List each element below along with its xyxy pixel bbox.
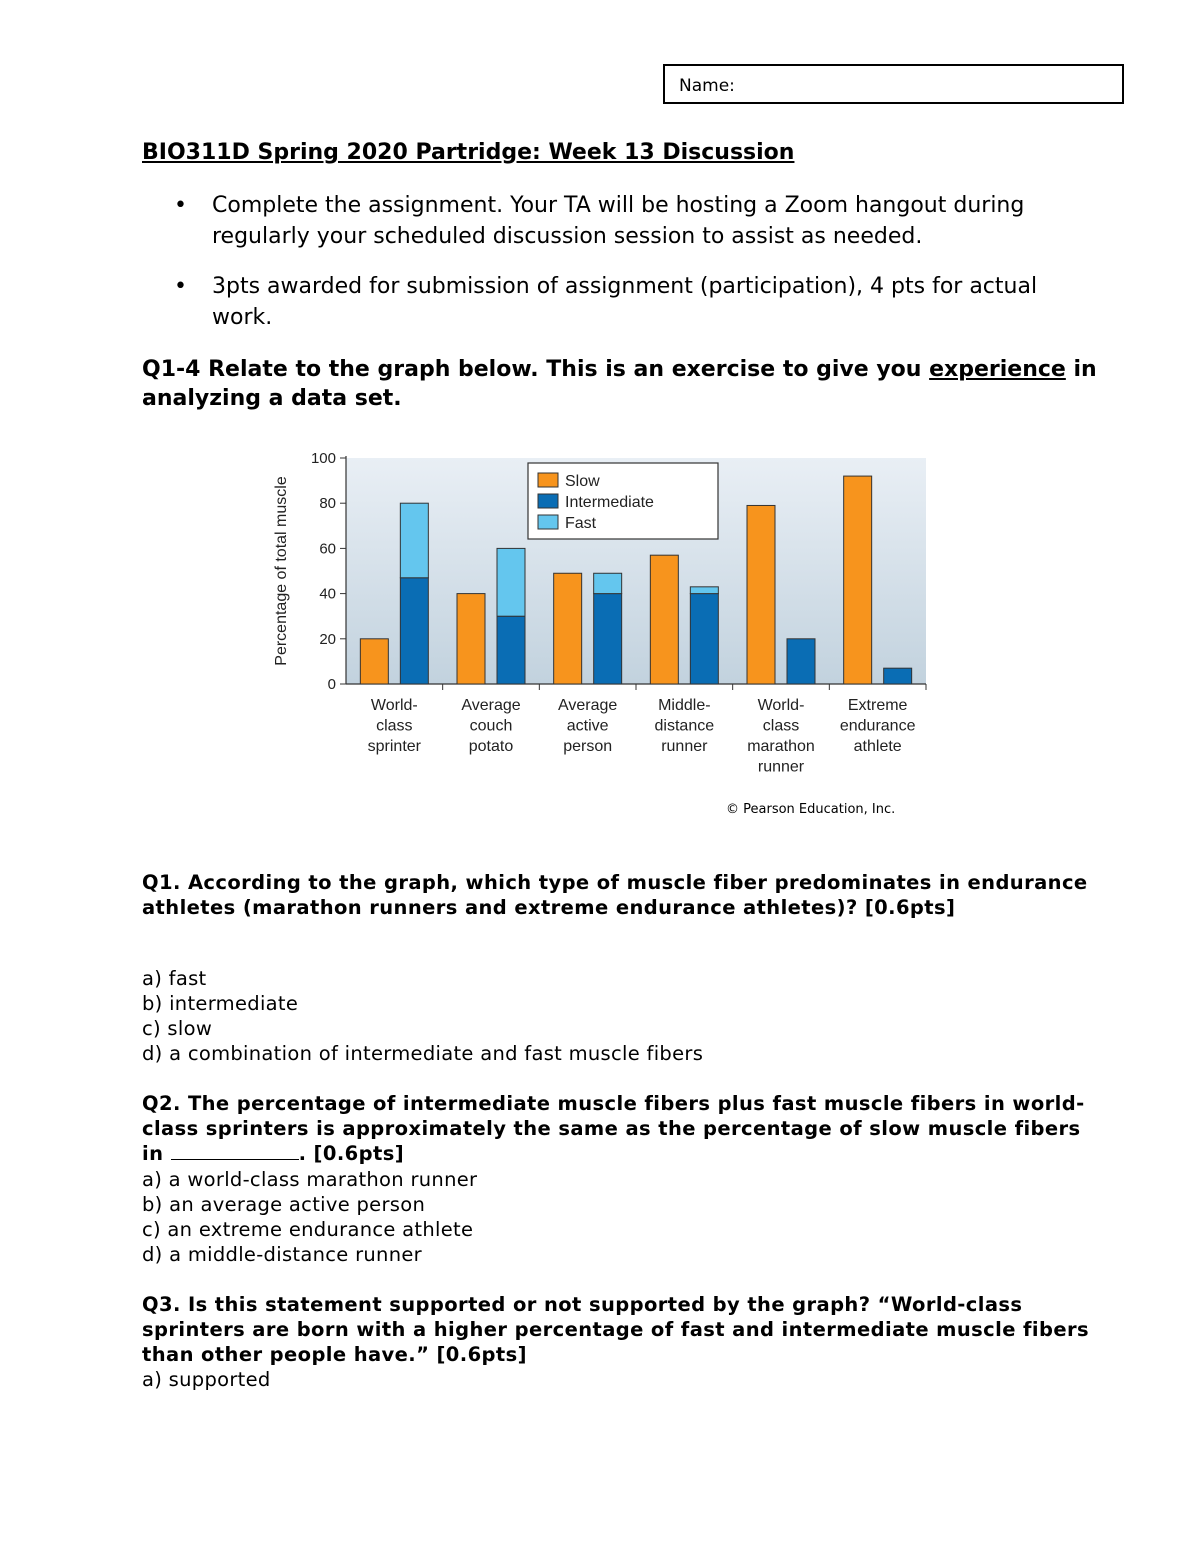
- x-category-label: Middle-: [658, 697, 711, 714]
- bar-intermediate: [594, 594, 622, 684]
- legend-label: Slow: [565, 473, 600, 490]
- name-field[interactable]: [663, 64, 1124, 104]
- bar-fast: [690, 587, 718, 594]
- muscle-fiber-chart: [260, 440, 940, 830]
- question-1-options: [142, 966, 1102, 1066]
- y-tick-label: 60: [319, 540, 336, 558]
- x-category-label: endurance: [839, 717, 916, 735]
- bar-slow: [457, 594, 485, 684]
- option-c: c) slow: [142, 1017, 213, 1040]
- y-tick-label: 40: [319, 585, 336, 603]
- x-category-label: World-: [370, 697, 418, 714]
- chart-copyright: © Pearson Education, Inc.: [726, 802, 896, 817]
- legend-swatch: [538, 473, 558, 487]
- x-category-label: athlete: [853, 738, 902, 755]
- instruction-item: [142, 271, 1102, 333]
- intro-text: Q1-4 Relate to the graph below. This is an exercise to give you: [142, 357, 930, 382]
- bar-slow: [554, 573, 582, 684]
- y-tick-label: 100: [310, 450, 336, 467]
- x-category-label: class: [762, 717, 800, 735]
- page-title: BIO311D Spring 2020 Partridge: Week 13 Discussion: [142, 140, 795, 165]
- bar-intermediate: [497, 616, 525, 684]
- question-1: Q1. According to the graph, which type of muscle fiber predominates in endurance athletes (marathon runners and extreme endurance athletes)? [0.6pts]: [142, 871, 1088, 919]
- legend-label: Intermediate: [565, 494, 654, 511]
- chart-svg: [260, 440, 940, 800]
- legend-label: Fast: [565, 515, 597, 532]
- option-b: b) an average active person: [142, 1193, 426, 1216]
- bar-fast: [497, 548, 525, 616]
- bar-slow: [650, 555, 678, 684]
- question-3-options: [142, 1367, 1102, 1392]
- y-axis-label: Percentage of total muscle: [273, 476, 290, 666]
- x-category-label: distance: [654, 717, 715, 735]
- intro-text-end: in analyzing a data set.: [142, 357, 1097, 411]
- instruction-text: 3pts awarded for submission of assignment (participation), 4 pts for actual work.: [212, 274, 1038, 330]
- x-category-label: person: [563, 738, 613, 755]
- bar-fast: [594, 573, 622, 593]
- question-2-text-end: . [0.6pts]: [298, 1142, 405, 1165]
- answer-blank: [171, 1141, 299, 1160]
- bar-slow: [747, 505, 775, 684]
- bar-fast: [400, 503, 428, 578]
- bar-intermediate: [690, 594, 718, 684]
- bar-intermediate: [884, 668, 912, 684]
- x-category-label: Average: [461, 697, 521, 714]
- question-2-text: Q2. The percentage of intermediate muscle fibers plus fast muscle fibers in world-class sprinters is approximately the same as the percentage of slow muscle fibers in: [142, 1092, 1085, 1165]
- q1-4-intro: [142, 355, 1102, 413]
- option-a: a) supported: [142, 1368, 271, 1391]
- x-category-label: sprinter: [367, 738, 422, 755]
- question-3: Q3. Is this statement supported or not supported by the graph? “World-class sprinters are born with a higher percentage of fast and intermediate muscle fibers than other people have.” [0.6pts]: [142, 1293, 1090, 1366]
- x-category-label: runner: [757, 758, 805, 776]
- option-d: d) a middle-distance runner: [142, 1243, 422, 1266]
- instruction-item: [142, 190, 1102, 252]
- option-a: a) a world-class marathon runner: [142, 1168, 478, 1191]
- bullet-icon: •: [174, 193, 187, 218]
- bar-slow: [360, 639, 388, 684]
- instruction-text: Complete the assignment. Your TA will be hosting a Zoom hangout during regularly your scheduled discussion session to assist as needed.: [212, 193, 1025, 249]
- x-category-label: couch: [469, 717, 513, 735]
- option-b: b) intermediate: [142, 992, 299, 1015]
- y-tick-label: 0: [327, 676, 336, 693]
- question-2: [142, 1091, 1102, 1166]
- x-category-label: runner: [661, 738, 708, 755]
- x-category-label: active: [566, 717, 609, 735]
- x-category-label: World-: [757, 697, 805, 714]
- y-tick-label: 20: [319, 630, 336, 648]
- bar-intermediate: [787, 639, 815, 684]
- intro-underlined-text: experience: [929, 357, 1066, 382]
- bullet-icon: •: [174, 274, 187, 299]
- option-a: a) fast: [142, 967, 207, 990]
- y-tick-label: 80: [319, 495, 336, 513]
- x-category-label: class: [376, 717, 413, 735]
- legend-swatch: [538, 515, 558, 529]
- x-category-label: marathon: [747, 738, 815, 755]
- option-d: d) a combination of intermediate and fast muscle fibers: [142, 1042, 704, 1065]
- x-category-label: Extreme: [847, 697, 908, 714]
- instructions-list: [142, 190, 1102, 352]
- legend-swatch: [538, 494, 558, 508]
- bar-slow: [844, 476, 872, 684]
- name-label: Name:: [679, 76, 735, 96]
- bar-intermediate: [400, 578, 428, 684]
- option-c: c) an extreme endurance athlete: [142, 1218, 474, 1241]
- question-2-options: [142, 1167, 1102, 1267]
- x-category-label: potato: [468, 738, 514, 755]
- x-category-label: Average: [558, 697, 618, 714]
